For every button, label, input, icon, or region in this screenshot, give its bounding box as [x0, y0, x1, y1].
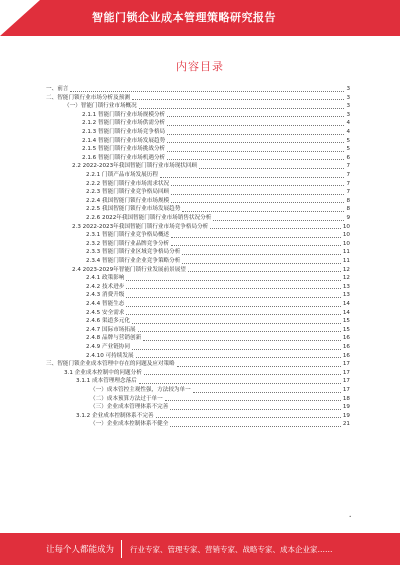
toc-entry[interactable]: [86, 258, 350, 265]
toc-leader-dots: [177, 366, 341, 367]
toc-entry-page: 4: [346, 129, 350, 135]
toc-entry-page: 7: [346, 172, 350, 178]
toc-entry-label: 2.4.10 可持续发展: [86, 352, 134, 359]
toc-entry[interactable]: [64, 103, 350, 110]
toc-entry[interactable]: [72, 224, 350, 231]
toc-entry-label: 2.2.4 我国智能门锁行业市场规模: [86, 197, 170, 204]
toc-leader-dots: [132, 99, 345, 100]
toc-entry[interactable]: [86, 189, 350, 196]
page-marker: •: [349, 514, 352, 519]
toc-entry[interactable]: [86, 172, 350, 179]
toc-entry-label: 2.1.4 智能门锁行业市场发展趋势: [82, 137, 166, 144]
toc-entry-page: 10: [342, 232, 350, 239]
toc-entry-page: 5: [346, 146, 350, 153]
toc-entry[interactable]: [90, 387, 350, 394]
toc-entry-label: 2.2.1 门锁产品市场发展历程: [86, 172, 158, 178]
toc-entry-page: 16: [342, 352, 350, 359]
toc-entry-page: 10: [342, 223, 350, 230]
toc-entry[interactable]: [86, 198, 350, 205]
header-corner-shape: [0, 0, 40, 36]
toc-entry[interactable]: [82, 129, 350, 136]
toc-leader-dots: [170, 426, 341, 427]
toc-entry-page: 14: [342, 309, 350, 316]
toc-entry-page: 11: [342, 249, 350, 256]
toc-entry-page: 7: [346, 189, 350, 196]
toc-leader-dots: [213, 220, 344, 221]
toc-leader-dots: [160, 177, 344, 178]
toc-entry-page: 7: [346, 180, 350, 187]
toc-entry-label: 2.4.5 安全需求: [86, 309, 125, 316]
toc-entry[interactable]: [86, 318, 350, 325]
toc-entry-page: 3: [346, 111, 350, 118]
toc-entry-page: 21: [342, 421, 350, 428]
toc-entry-label: 2.3.4 智能门锁行业企业竞争策略分析: [86, 258, 181, 264]
toc-entry[interactable]: [90, 404, 350, 411]
toc-entry-label: 2.1.6 智能门锁行业市场机遇分析: [82, 154, 166, 161]
toc-entry[interactable]: [86, 232, 350, 239]
toc-entry-label: （一）智能门锁行业市场概况: [64, 103, 137, 110]
toc-leader-dots: [170, 409, 341, 410]
toc-entry-label: （二）成本预算方法过于单一: [90, 395, 163, 402]
toc-entry[interactable]: [72, 267, 350, 274]
toc-entry[interactable]: [86, 301, 350, 308]
toc-entry[interactable]: [86, 327, 350, 334]
toc-entry-page: 17: [342, 361, 350, 368]
toc-entry[interactable]: [82, 138, 350, 145]
toc-entry-label: 2.2.5 我国智能门锁行业市场发展趋势: [86, 206, 181, 213]
toc-entry-label: 2.3.3 智能门锁行业区域竞争格局分析: [86, 249, 181, 256]
toc-entry-page: 17: [342, 387, 350, 393]
toc-entry-label: 3.1.2 企业成本控制体系不完善: [76, 412, 154, 419]
toc-entry[interactable]: [76, 378, 350, 385]
toc-entry-label: （三）企业成本管理体系不完善: [90, 404, 169, 411]
toc-entry[interactable]: [86, 206, 350, 213]
toc-entry-label: 二、智能门锁行业市场分析及预测: [46, 94, 130, 101]
toc-entry[interactable]: [86, 241, 350, 248]
toc-entry-label: 2.2.3 智能门锁行业竞争格局回顾: [86, 189, 170, 196]
toc-entry[interactable]: [86, 335, 350, 342]
toc-entry-label: 三、智能门锁企业成本管理中存在的问题及应对策略: [46, 361, 175, 368]
toc-entry[interactable]: [86, 310, 350, 317]
toc-entry-label: （一）企业成本控制体系不健全: [90, 421, 169, 428]
toc-entry-page: 3: [346, 86, 350, 92]
toc-entry-label: （一）成本管控主观性强，方法较为单一: [90, 387, 191, 393]
toc-entry[interactable]: [46, 86, 350, 93]
toc-leader-dots: [182, 211, 344, 212]
toc-entry[interactable]: [86, 215, 350, 222]
toc-entry-page: 17: [342, 369, 350, 376]
toc-entry-page: 7: [346, 163, 350, 170]
toc-leader-dots: [182, 254, 341, 255]
toc-entry-label: 2.4.1 政策影响: [86, 275, 125, 282]
footer-separator: [121, 540, 122, 558]
toc-entry-label: 一、前言: [46, 86, 69, 92]
toc-entry-page: 12: [342, 275, 350, 282]
toc-entry[interactable]: [86, 181, 350, 188]
toc-entry[interactable]: [76, 413, 350, 420]
toc-leader-dots: [182, 263, 341, 264]
toc-leader-dots: [171, 194, 344, 195]
toc-entry-page: 11: [342, 258, 350, 264]
toc-entry-page: 13: [342, 292, 350, 299]
toc-entry-label: 2.4.8 品牌与营销创新: [86, 335, 142, 342]
toc-entry[interactable]: [82, 155, 350, 162]
toc-leader-dots: [167, 142, 344, 143]
toc-leader-dots: [126, 314, 340, 315]
toc-entry[interactable]: [86, 249, 350, 256]
toc-entry-page: 16: [342, 335, 350, 342]
toc-entry-label: 2.4.2 技术进步: [86, 283, 125, 290]
toc-entry-page: 12: [342, 266, 350, 273]
toc-entry[interactable]: [72, 163, 350, 170]
toc-leader-dots: [156, 417, 341, 418]
toc-leader-dots: [126, 280, 340, 281]
toc-leader-dots: [70, 91, 344, 92]
toc-entry[interactable]: [46, 361, 350, 368]
toc-leader-dots: [138, 331, 341, 332]
toc-entry-label: 2.4.9 产业链协同: [86, 344, 130, 350]
toc-leader-dots: [210, 228, 341, 229]
toc-leader-dots: [167, 134, 344, 135]
toc-entry-page: 15: [342, 326, 350, 333]
toc-entry-label: 2.2.2 智能门锁行业市场需求状况: [86, 180, 170, 187]
toc-entry-page: 4: [346, 120, 350, 127]
toc-entry-label: 2.1.2 智能门锁行业市场供需分析: [82, 120, 166, 127]
toc-leader-dots: [167, 159, 344, 160]
toc-entry-page: 10: [342, 240, 350, 247]
toc-entry-page: 8: [346, 206, 350, 213]
toc-entry[interactable]: [86, 344, 350, 351]
toc-leader-dots: [171, 202, 344, 203]
toc-leader-dots: [167, 116, 344, 117]
toc-entry-label: 2.3.1 智能门锁行业竞争格局概述: [86, 232, 170, 239]
toc-entry-label: 2.4.4 智能生态: [86, 301, 125, 307]
toc-heading: 内容目录: [176, 60, 224, 73]
toc-entry[interactable]: [86, 275, 350, 282]
toc-entry[interactable]: [82, 120, 350, 127]
toc-entry-label: 2.4.3 消费升级: [86, 292, 125, 299]
toc-entry[interactable]: [46, 95, 350, 102]
toc-leader-dots: [171, 185, 344, 186]
report-header-bar: [0, 0, 400, 36]
toc-entry-page: 15: [342, 318, 350, 325]
toc-entry-page: 16: [342, 344, 350, 350]
footer-tagline: 行业专家、管理专家、营销专家、战略专家、成本企业家……: [130, 545, 333, 554]
toc-entry-label: 2.1.5 智能门锁行业市场挑战分析: [82, 146, 166, 153]
toc-leader-dots: [165, 400, 341, 401]
toc-leader-dots: [144, 374, 341, 375]
toc-leader-dots: [139, 383, 341, 384]
toc-entry[interactable]: [82, 112, 350, 119]
toc-entry-label: 2.4.7 国际市场拓展: [86, 326, 136, 333]
toc-entry[interactable]: [86, 353, 350, 360]
toc-entry[interactable]: [90, 421, 350, 428]
toc-leader-dots: [167, 151, 344, 152]
toc-entry-page: 5: [346, 137, 350, 144]
toc-leader-dots: [143, 340, 341, 341]
toc-entry-label: 2.2 2022-2023年我国智能门锁行业市场现状回顾: [72, 163, 198, 170]
toc-entry[interactable]: [86, 292, 350, 299]
toc-entry[interactable]: [82, 146, 350, 153]
toc-entry-page: 18: [342, 395, 350, 402]
report-title: 智能门锁企业成本管理策略研究报告: [92, 11, 276, 24]
toc-entry-page: 19: [342, 404, 350, 411]
toc-leader-dots: [199, 168, 344, 169]
toc-entry-label: 2.3.2 智能门锁行业品牌竞争分析: [86, 240, 170, 247]
toc-entry-label: 2.3 2022-2023年我国智能门锁行业市场竞争格局分析: [72, 223, 209, 230]
toc-entry-label: 2.4 2023-2029年智能门锁行业发展前景展望: [72, 266, 186, 273]
toc-leader-dots: [132, 349, 341, 350]
toc-leader-dots: [139, 108, 345, 109]
toc-entry-label: 3.1 企业成本控制中的问题分析: [64, 369, 142, 376]
footer-slogan: 让每个人都能成为: [46, 545, 115, 555]
toc-leader-dots: [136, 357, 341, 358]
toc-leader-dots: [171, 237, 341, 238]
toc-entry[interactable]: [86, 284, 350, 291]
toc-entry-page: 8: [346, 197, 350, 204]
toc-entry-page: 6: [346, 154, 350, 161]
toc-entry-page: 9: [346, 215, 350, 221]
toc-leader-dots: [126, 297, 340, 298]
toc-entry[interactable]: [90, 396, 350, 403]
toc-entry-page: 19: [342, 412, 350, 419]
toc-entry[interactable]: [64, 370, 350, 377]
toc-leader-dots: [171, 245, 341, 246]
toc-entry-page: 14: [342, 301, 350, 307]
toc-leader-dots: [188, 271, 341, 272]
toc-entry-label: 2.2.6 2022年我国智能门锁行业市场销售状况分析: [86, 215, 212, 221]
toc-entry-label: 2.1.1 智能门锁行业市场规模分析: [82, 111, 166, 118]
toc-leader-dots: [126, 288, 340, 289]
toc-leader-dots: [193, 392, 341, 393]
toc-leader-dots: [132, 323, 341, 324]
toc-leader-dots: [126, 306, 340, 307]
toc-leader-dots: [167, 125, 344, 126]
footer-bar: [0, 533, 400, 565]
toc-entry-page: 3: [346, 103, 350, 110]
toc-entry-page: 17: [342, 378, 350, 385]
toc-entry-label: 2.1.3 智能门锁行业市场竞争格局: [82, 129, 166, 135]
toc-entry-page: 3: [346, 94, 350, 101]
toc-entry-label: 3.1.1 成本管理理念落后: [76, 378, 137, 385]
toc-entry-page: 13: [342, 283, 350, 290]
toc-entry-label: 2.4.6 渠道多元化: [86, 318, 130, 325]
